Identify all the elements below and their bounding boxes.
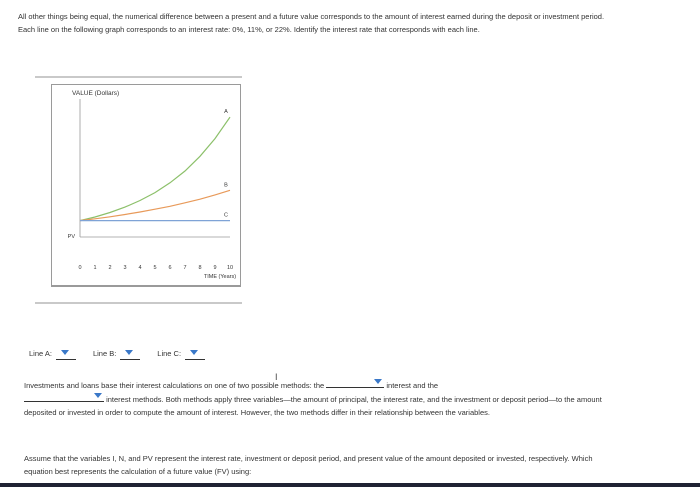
bottom-bar [0, 483, 700, 487]
x-tick-label: 1 [93, 265, 97, 271]
series-line-b [80, 190, 230, 220]
line-a-group [29, 347, 76, 360]
x-tick-label: 8 [198, 265, 202, 271]
series-label-b: B [224, 182, 228, 189]
graph-plot-area [51, 84, 241, 287]
x-tick-label: 2 [108, 265, 112, 271]
line-answer-row [29, 347, 222, 360]
x-tick-label: 10 [226, 265, 234, 271]
x-tick-label: 3 [123, 265, 127, 271]
chevron-down-icon [94, 393, 102, 398]
line-b-dropdown[interactable] [120, 348, 140, 360]
line-a-dropdown[interactable] [56, 348, 76, 360]
x-tick-label: 4 [138, 265, 142, 271]
chevron-down-icon [374, 379, 382, 384]
question-intro: All other things being equal, the numerical difference between a present and a future value corresponds to the amount of interest earned during the deposit or investment period. Each line on the following graph corresponds to an interest rate: 0%, 11%, or 22%. Identify the interest rate that corresponds with each line. [18, 12, 605, 35]
x-tick-label: 7 [183, 265, 187, 271]
x-tick-labels [78, 265, 233, 271]
line-a-label: Line A: [29, 349, 52, 358]
method-1-dropdown[interactable] [326, 378, 384, 388]
method-2-dropdown[interactable] [24, 392, 104, 402]
line-c-group [157, 347, 205, 360]
future-value-paragraph: Assume that the variables I, N, and PV represent the interest rate, investment or deposit period, and present value of the amount deposited or invested, respectively. Which equation best represents the calculation of a future value (FV) using: [24, 454, 593, 477]
y-origin-label: PV [67, 234, 75, 240]
chevron-down-icon [125, 350, 133, 355]
line-c-dropdown[interactable] [185, 348, 205, 360]
graph-frame [35, 76, 242, 304]
line-c-label: Line C: [157, 349, 182, 358]
y-axis-label: VALUE (Dollars) [72, 90, 120, 97]
x-tick-label: 6 [168, 265, 172, 271]
series-line-a [80, 117, 230, 221]
x-tick-label: 5 [153, 265, 157, 271]
paragraph1-part2: interest and the [386, 381, 439, 390]
chevron-down-icon [61, 350, 69, 355]
line-b-label: Line B: [92, 349, 117, 358]
text-cursor-icon: I [275, 372, 278, 382]
series-label-a: A [224, 109, 228, 116]
x-tick-label: 9 [213, 265, 217, 271]
x-tick-label: 0 [78, 265, 82, 271]
paragraph1-part1: Investments and loans base their interest calculations on one of two possible methods: the [24, 381, 325, 390]
line-b-group [93, 347, 140, 360]
chevron-down-icon [190, 350, 198, 355]
series-label-c: C [224, 212, 228, 219]
x-axis-label: TIME (Years) [203, 274, 237, 280]
paragraph1-part3: interest methods. Both methods apply three variables—the amount of principal, the interest rate, and the investment or deposit period—to the amount deposited or invested in order to compute the amount of interest. However, the two methods differ in their relationship between the variables. [24, 395, 602, 418]
interest-methods-paragraph [24, 378, 609, 419]
series-layer [80, 109, 230, 221]
interest-rate-chart [52, 85, 240, 285]
